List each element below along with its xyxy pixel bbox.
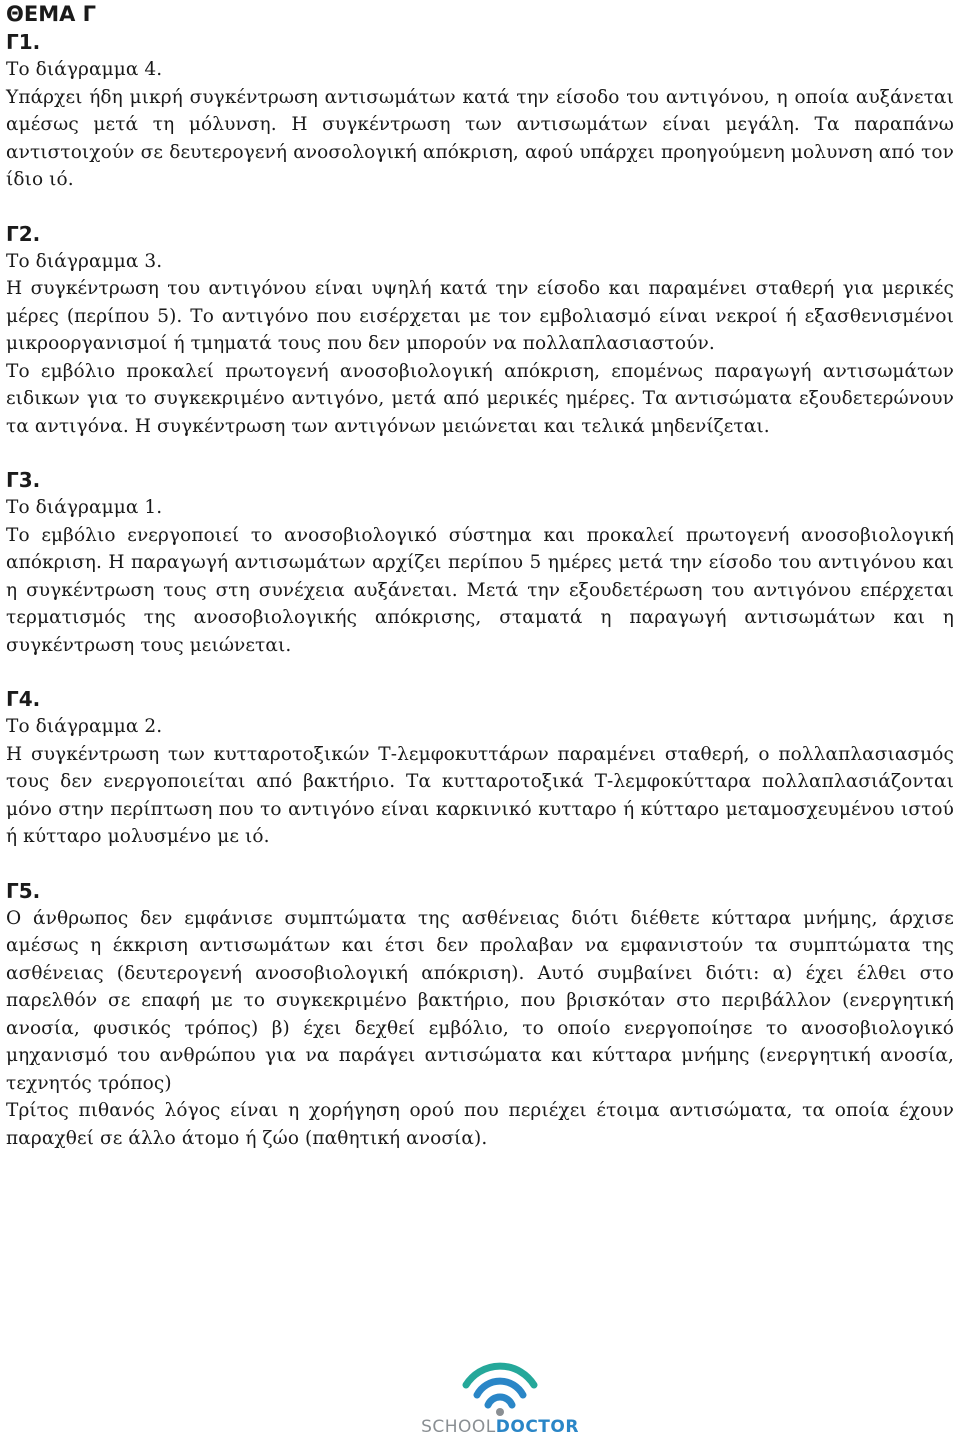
section-heading: Γ3. — [6, 468, 41, 492]
paragraph: Υπάρχει ήδη μικρή συγκέντρωση αντισωμάτων κατά την είσοδο του αντιγόνου, η οποία αυξάνεται αμέσως μετά τη μόλυνση. Η συγκέντρωση των αντισωμάτων είναι μεγάλη. Τα παραπάνω αντιστοιχούν σε δευτερογενή ανοσολογική απόκριση, αφού υπάρχει προηγούμενη μολυνση από τον ίδιο ιό. — [6, 86, 954, 190]
paragraph: Τρίτος πιθανός λόγος είναι η χορήγηση ορού που περιέχει έτοιμα αντισώματα, τα οποία έχουν παραχθεί σε άλλο άτομο ή ζώο (παθητική ανοσία). — [6, 1100, 954, 1149]
paragraph: Το εμβόλιο προκαλεί πρωτογενή ανοσοβιολογική απόκριση, επομένως παραγωγή αντισωμάτων ειδικων για το συγκεκριμένο αντιγόνο, μετά από μερικές ημέρες. Τα αντισώματα εξουδετερώνουν τα αντιγόνα. Η συγκέντρωση των αντιγόνων μειώνεται και τελικά μηδενίζεται. — [6, 360, 954, 437]
section-g4 — [6, 685, 954, 851]
section-heading: Γ1. — [6, 30, 41, 54]
section-g2 — [6, 220, 954, 441]
paragraph: Το διάγραμμα 1. — [6, 497, 163, 518]
document-title: ΘΕΜΑ Γ — [6, 2, 97, 26]
paragraph: Το εμβόλιο ενεργοποιεί το ανοσοβιολογικό σύστημα και προκαλεί πρωτογενή ανοσοβιολογική απόκριση. Η παραγωγή αντισωμάτων αρχίζει περίπου 5 ημέρες μετά την είσοδο του αντιγόνου και η συγκέντρωση τους στη συνέχεια αυξάνεται. Μετά την εξουδετέρωση του αντιγόνου επέρχεται τερματισμός της ανοσοβιολογικής απόκρισης, σταματά η παραγωγή αντισωμάτων και η συγκέντρωση τους μειώνεται. — [6, 524, 954, 656]
paragraph: Η συγκέντρωση του αντιγόνου είναι υψηλή κατά την είσοδο και παραμένει σταθερή για μερικές μέρες (περίπου 5). Το αντιγόνο που εισέρχεται με τον εμβολιασμό είναι νεκροί ή εξασθενισμένοι μικροοργανισμοί ή τμηματά τους που δεν μπορούν να πολλαπλασιαστούν. — [6, 278, 954, 354]
section-g3 — [6, 466, 954, 659]
section-heading: Γ4. — [6, 687, 41, 711]
section-g1 — [6, 28, 954, 194]
paragraph: Το διάγραμμα 3. — [6, 250, 163, 272]
schooldoctor-logo — [420, 1355, 580, 1445]
paragraph: Ο άνθρωπος δεν εμφάνισε συμπτώματα της ασθένειας διότι διέθετε κύτταρα μνήμης, άρχισε αμέσως η έκκριση αντισωμάτων και έτσι δεν προλαβαν να εμφανιστούν τα συμπτώματα της ασθένειας (δευτερογενή ανοσοβιολογική απόκριση). Αυτό συμβαίνει διότι: α) έχει έλθει στο παρελθόν σε επαφή με το συγκεκριμένο βακτήριο, που βρισκόταν στο περιβάλλον (ενεργητική ανοσία, φυσικός τρόπος) β) έχει δεχθεί εμβόλιο, το οποίο ενεργοποίησε το ανοσοβιολογικό μηχανισμό του ανθρώπου για να παράγει αντισώματα και κύτταρα μνήμης (ενεργητική ανοσία, τεχνητός τρόπος) — [6, 907, 954, 1094]
logo-text-doctor: DOCTOR — [495, 1417, 579, 1437]
document-page — [6, 0, 954, 1152]
wifi-signal-icon — [460, 1355, 540, 1417]
paragraph: Η συγκέντρωση των κυτταροτοξικών Τ-λεμφοκυττάρων παραμένει σταθερή, ο πολλαπλασιασμός τους δεν ενεργοποιείται από βακτήριο. Τα κυτταροτοξικά Τ-λεμφοκύτταρα πολλαπλασιάζονται μόνο στην περίπτωση που το αντιγόνο είναι καρκινικό κυτταρο ή κύτταρο μεταμοσχευμένου ιστού ή κύτταρο μολυσμένο με ιό. — [6, 743, 954, 847]
section-g5 — [6, 877, 954, 1153]
logo-text-school: SCHOOL — [421, 1417, 496, 1437]
logo-wordmark — [420, 1417, 580, 1437]
section-heading: Γ5. — [6, 878, 41, 903]
paragraph: Το διάγραμμα 2. — [6, 716, 163, 737]
paragraph: Το διάγραμμα 4. — [6, 59, 163, 80]
section-heading: Γ2. — [6, 221, 41, 246]
